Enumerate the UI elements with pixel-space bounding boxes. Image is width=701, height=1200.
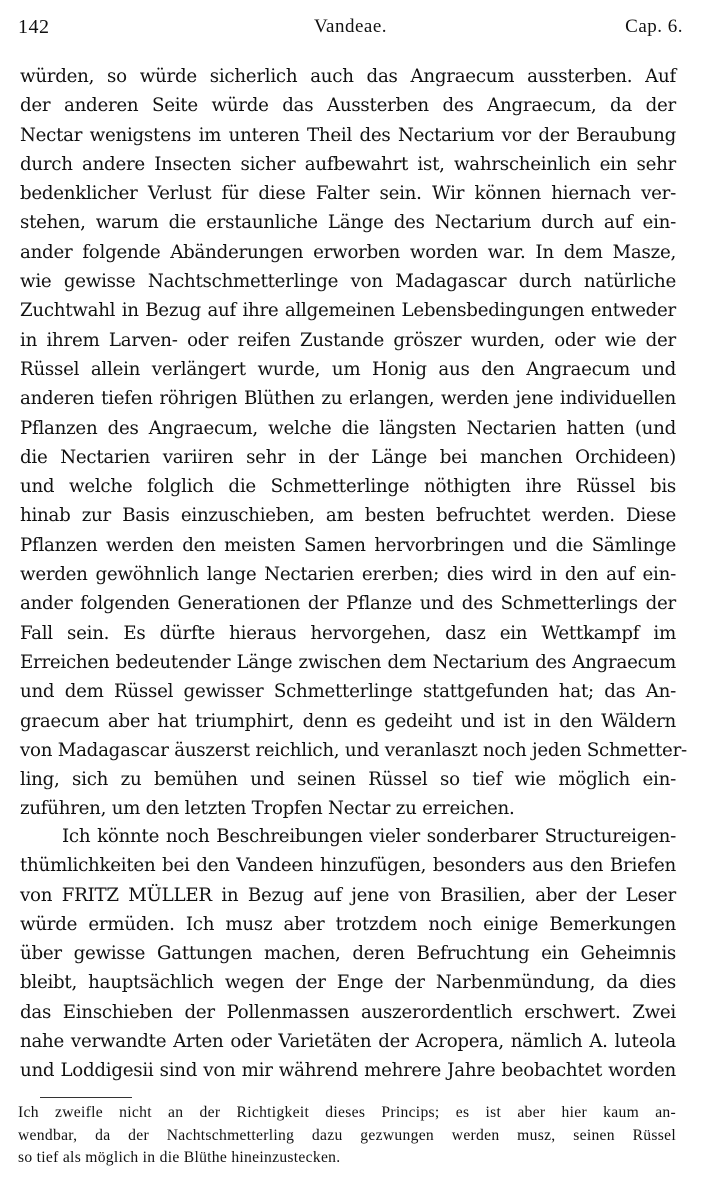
text-line: durch andere Insecten sicher aufbewahrt ist, wahrscheinlich ein sehr (20, 153, 676, 175)
footnote-line: so tief als möglich in die Blüthe hineinzustecken. (18, 1149, 341, 1166)
page-number: 142 (18, 16, 50, 38)
text-line: ander folgende Abänderungen erworben worden war. In dem Masze, (20, 241, 676, 263)
text-line: anderen tiefen röhrigen Blüthen zu erlangen, werden jene individuellen (20, 388, 676, 410)
text-line: über gewisse Gattungen machen, deren Befruchtung ein Geheimnis (20, 943, 676, 965)
footnote-divider (40, 1097, 132, 1098)
text-line: und Loddigesii sind von mir während mehrere Jahre beobachtet worden (20, 1060, 676, 1082)
text-line: von Madagascar äuszerst reichlich, und veranlaszt noch jeden Schmetter- (20, 739, 687, 761)
paragraph-2 (20, 822, 676, 1086)
text-line: thümlichkeiten bei den Vandeen hinzufügen, besonders aus den Briefen (20, 855, 676, 877)
text-line: graecum aber hat triumphirt, denn es gedeiht und ist in den Wäldern (20, 710, 676, 732)
text-line: das Einschieben der Pollenmassen auszerordentlich erschwert. Zwei (20, 1001, 676, 1023)
text-line: der anderen Seite würde das Aussterben des Angraecum, da der (20, 95, 676, 117)
text-line: Pflanzen des Angraecum, welche die längsten Nectarien hatten (und (20, 417, 676, 439)
text-line: bedenklicher Verlust für diese Falter sein. Wir können hiernach ver- (20, 183, 676, 205)
text-line: und welche folglich die Schmetterlinge nöthigten ihre Rüssel bis (20, 476, 676, 498)
text-line: nahe verwandte Arten oder Varietäten der Acropera, nämlich A. luteola (20, 1031, 676, 1053)
text-line: Ich könnte noch Beschreibungen vieler sonderbarer Structureigen- (62, 826, 676, 847)
text-line: Erreichen bedeutender Länge zwischen dem Nectarium des Angraecum (20, 651, 676, 673)
text-line: wie gewisse Nachtschmetterlinge von Madagascar durch natürliche (20, 271, 676, 293)
text-line: Rüssel allein verlängert wurde, um Honig aus den Angraecum und (20, 358, 676, 380)
text-line: Fall sein. Es dürfte hieraus hervorgehen, dasz ein Wettkampf im (20, 622, 676, 644)
text-line: Zuchtwahl in Bezug auf ihre allgemeinen Lebensbedingungen entweder (20, 300, 676, 322)
text-line: hinab zur Basis einzuschieben, am besten befruchtet werden. Diese (20, 505, 676, 527)
chapter-label: Cap. 6. (625, 16, 683, 37)
text-line: ander folgenden Generationen der Pflanze und des Schmetterlings der (20, 593, 676, 615)
text-line: werden gewöhnlich lange Nectarien ererben; dies wird in den auf ein- (20, 564, 676, 586)
text-line: von FRITZ MÜLLER in Bezug auf jene von Brasilien, aber der Leser (20, 884, 676, 906)
paragraph-1 (20, 62, 687, 824)
text-line: Pflanzen werden den meisten Samen hervorbringen und die Sämlinge (20, 534, 676, 556)
text-line: und dem Rüssel gewisser Schmetterlinge stattgefunden hat; das An- (20, 681, 676, 703)
footnote-line: Ich zweifle nicht an der Richtigkeit dieses Princips; es ist aber hier kaum an- (18, 1104, 676, 1121)
text-line: bleibt, hauptsächlich wegen der Enge der Narbenmündung, da dies (20, 972, 676, 994)
section-title: Vandeae. (313, 16, 388, 37)
text-line: stehen, warum die erstaunliche Länge des Nectarium durch auf ein- (20, 212, 676, 234)
text-line: zuführen, um den letzten Tropfen Nectar zu erreichen. (20, 798, 515, 820)
text-line: würden, so würde sicherlich auch das Angraecum aussterben. Auf (20, 66, 676, 87)
text-line: ling, sich zu bemühen und seinen Rüssel so tief wie möglich ein- (20, 769, 676, 791)
text-line: würde ermüden. Ich musz aber trotzdem noch einige Bemerkungen (20, 913, 676, 935)
footnote (18, 1102, 676, 1170)
footnote-line: wendbar, da der Nachtschmetterling dazu gezwungen werden musz, seinen Rüssel (18, 1126, 676, 1144)
running-header (18, 16, 683, 44)
text-line: Nectar wenigstens im unteren Theil des Nectarium vor der Beraubung (20, 124, 676, 146)
text-line: in ihrem Larven- oder reifen Zustande gröszer wurden, oder wie der (20, 329, 676, 351)
text-line: die Nectarien variiren sehr in der Länge bei manchen Orchideen) (20, 446, 676, 468)
